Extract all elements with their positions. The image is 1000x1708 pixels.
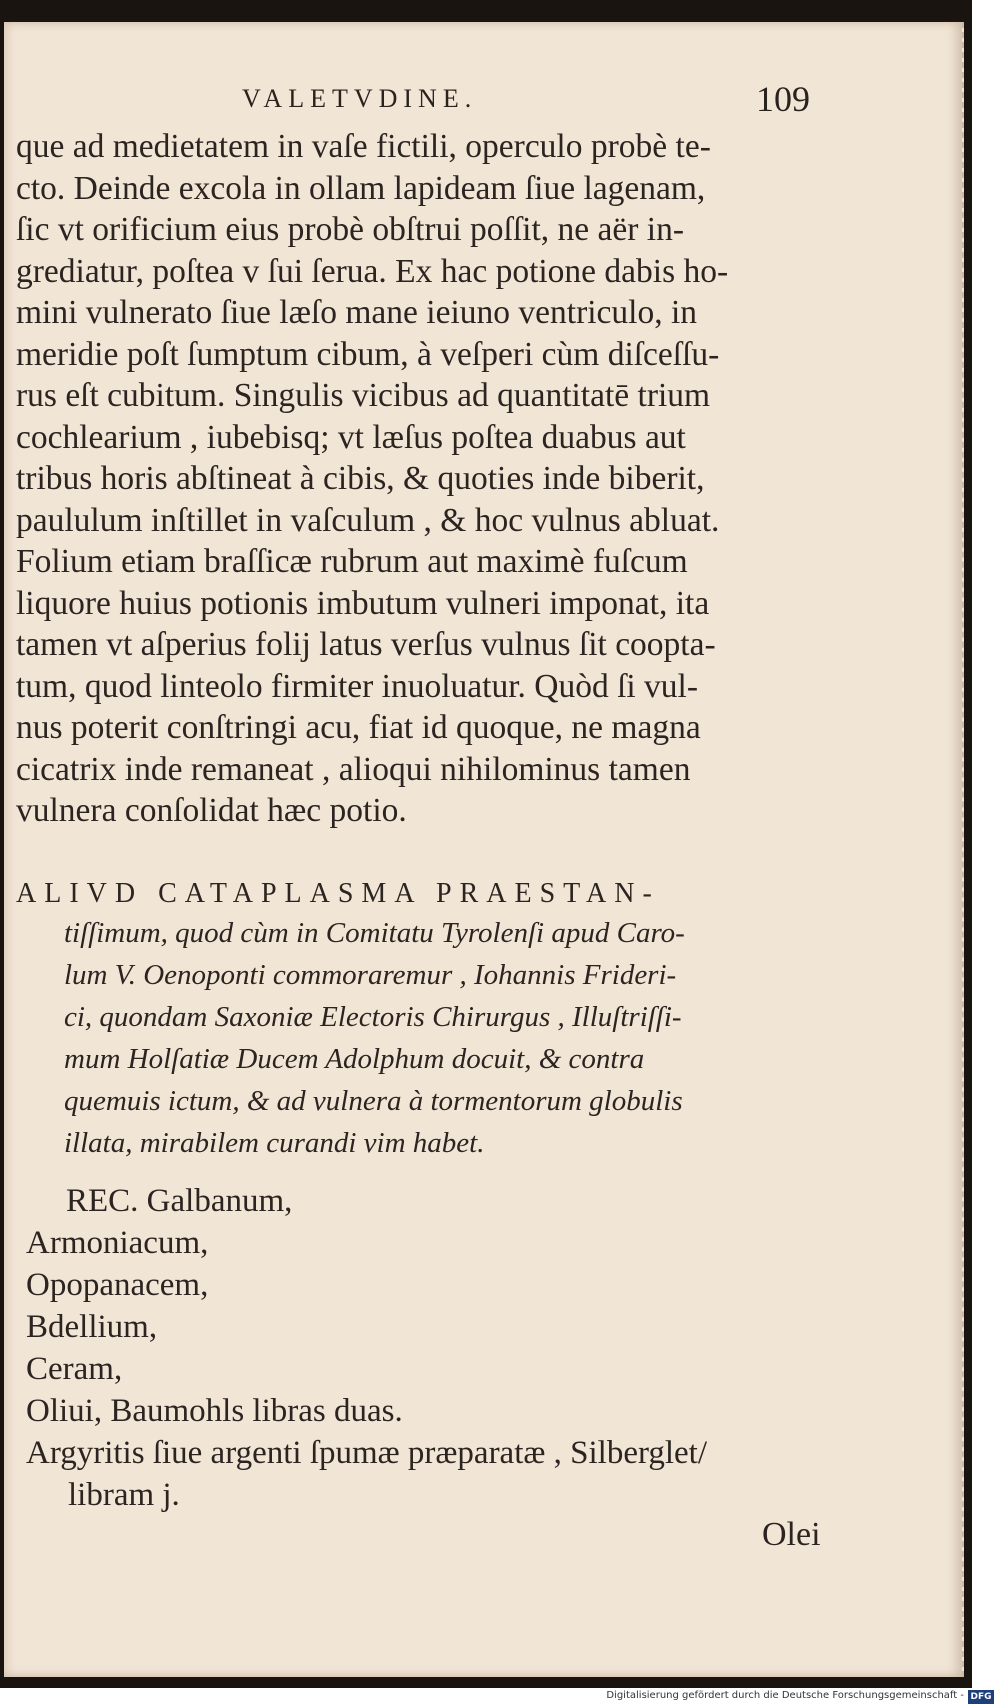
body-line: tamen vt aſperius folij latus verſus vulnus ſit coopta- bbox=[16, 626, 716, 663]
italic-line: lum V. Oenoponti commoraremur , Iohannis Frideri- bbox=[64, 959, 677, 991]
italic-description bbox=[64, 912, 844, 1164]
body-line: grediatur, poſtea v ſui ſerua. Ex hac potione dabis ho- bbox=[16, 252, 729, 290]
body-line: vulnera conſolidat hæc potio. bbox=[16, 792, 407, 829]
italic-line: quemuis ictum, & ad vulnera à tormentorum globulis bbox=[64, 1085, 683, 1117]
recipe-line: Oliui, Baumohls libras duas. bbox=[26, 1393, 403, 1429]
body-line: mini vulnerato ſiue læſo mane ieiuno ventriculo, in bbox=[16, 294, 698, 331]
body-line: nus poterit conſtringi acu, fiat id quoque, ne magna bbox=[16, 709, 701, 746]
digitization-footer bbox=[0, 1688, 1000, 1708]
body-line: rus eſt cubitum. Singulis vicibus ad quantitatē trium bbox=[16, 377, 711, 414]
body-line: cto. Deinde excola in ollam lapideam ſiue lagenam, bbox=[16, 169, 706, 207]
body-paragraph bbox=[16, 126, 828, 832]
funding-credit: Digitalisierung gefördert durch die Deutsche Forschungsgemeinschaft - bbox=[606, 1690, 964, 1701]
recipe-line: Argyritis ſiue argenti ſpumæ præparatæ , Silberglet/ bbox=[26, 1435, 708, 1471]
body-line: cochlearium , iubebisq; vt læſus poſtea duabus aut bbox=[16, 418, 686, 456]
body-line: que ad medietatem in vaſe fictili, operculo probè te- bbox=[16, 128, 711, 165]
recipe-line: REC. Galbanum, bbox=[66, 1183, 293, 1219]
recipe-line: Ceram, bbox=[26, 1351, 123, 1387]
body-line: paululum inſtillet in vaſculum , & hoc vulnus abluat. bbox=[16, 501, 720, 539]
section-heading: ALIVD CATAPLASMA PRAESTAN- bbox=[16, 878, 660, 909]
running-head: VALETVDINE. bbox=[242, 84, 478, 113]
page-header bbox=[4, 79, 962, 124]
recipe-line: Armoniacum, bbox=[26, 1225, 209, 1261]
recipe-list bbox=[26, 1180, 846, 1516]
dfg-logo-icon: DFG bbox=[968, 1690, 994, 1704]
italic-line: ci, quondam Saxoniæ Electoris Chirurgus , Illuſtriſſi- bbox=[64, 1001, 682, 1033]
italic-line: mum Holſatiæ Ducem Adolphum docuit, & contra bbox=[64, 1043, 645, 1075]
italic-line: illata, mirabilem curandi vim habet. bbox=[64, 1127, 485, 1159]
body-line: liquore huius potionis imbutum vulneri imponat, ita bbox=[16, 584, 710, 622]
body-line: tum, quod linteolo firmiter inuoluatur. Quòd ſi vul- bbox=[16, 667, 699, 705]
recipe-line: Bdellium, bbox=[26, 1309, 158, 1345]
body-line: meridie poſt ſumptum cibum, à veſperi cùm diſceſſu- bbox=[16, 335, 720, 373]
recipe-line: libram j. bbox=[68, 1477, 180, 1513]
recipe-line: Opopanacem, bbox=[26, 1267, 209, 1303]
body-line: ſic vt orificium eius probè obſtrui poſſit, ne aër in- bbox=[16, 211, 684, 248]
page-number: 109 bbox=[756, 79, 810, 119]
body-line: cicatrix inde remaneat , alioqui nihilominus tamen bbox=[16, 750, 691, 788]
catchword: Olei bbox=[762, 1516, 821, 1553]
body-line: tribus horis abſtineat à cibis, & quoties inde biberit, bbox=[16, 460, 705, 497]
book-page bbox=[4, 22, 964, 1677]
italic-line: tiſſimum, quod cùm in Comitatu Tyrolenſi apud Caro- bbox=[64, 917, 685, 949]
body-line: Folium etiam braſſicæ rubrum aut maximè fuſcum bbox=[16, 543, 688, 580]
